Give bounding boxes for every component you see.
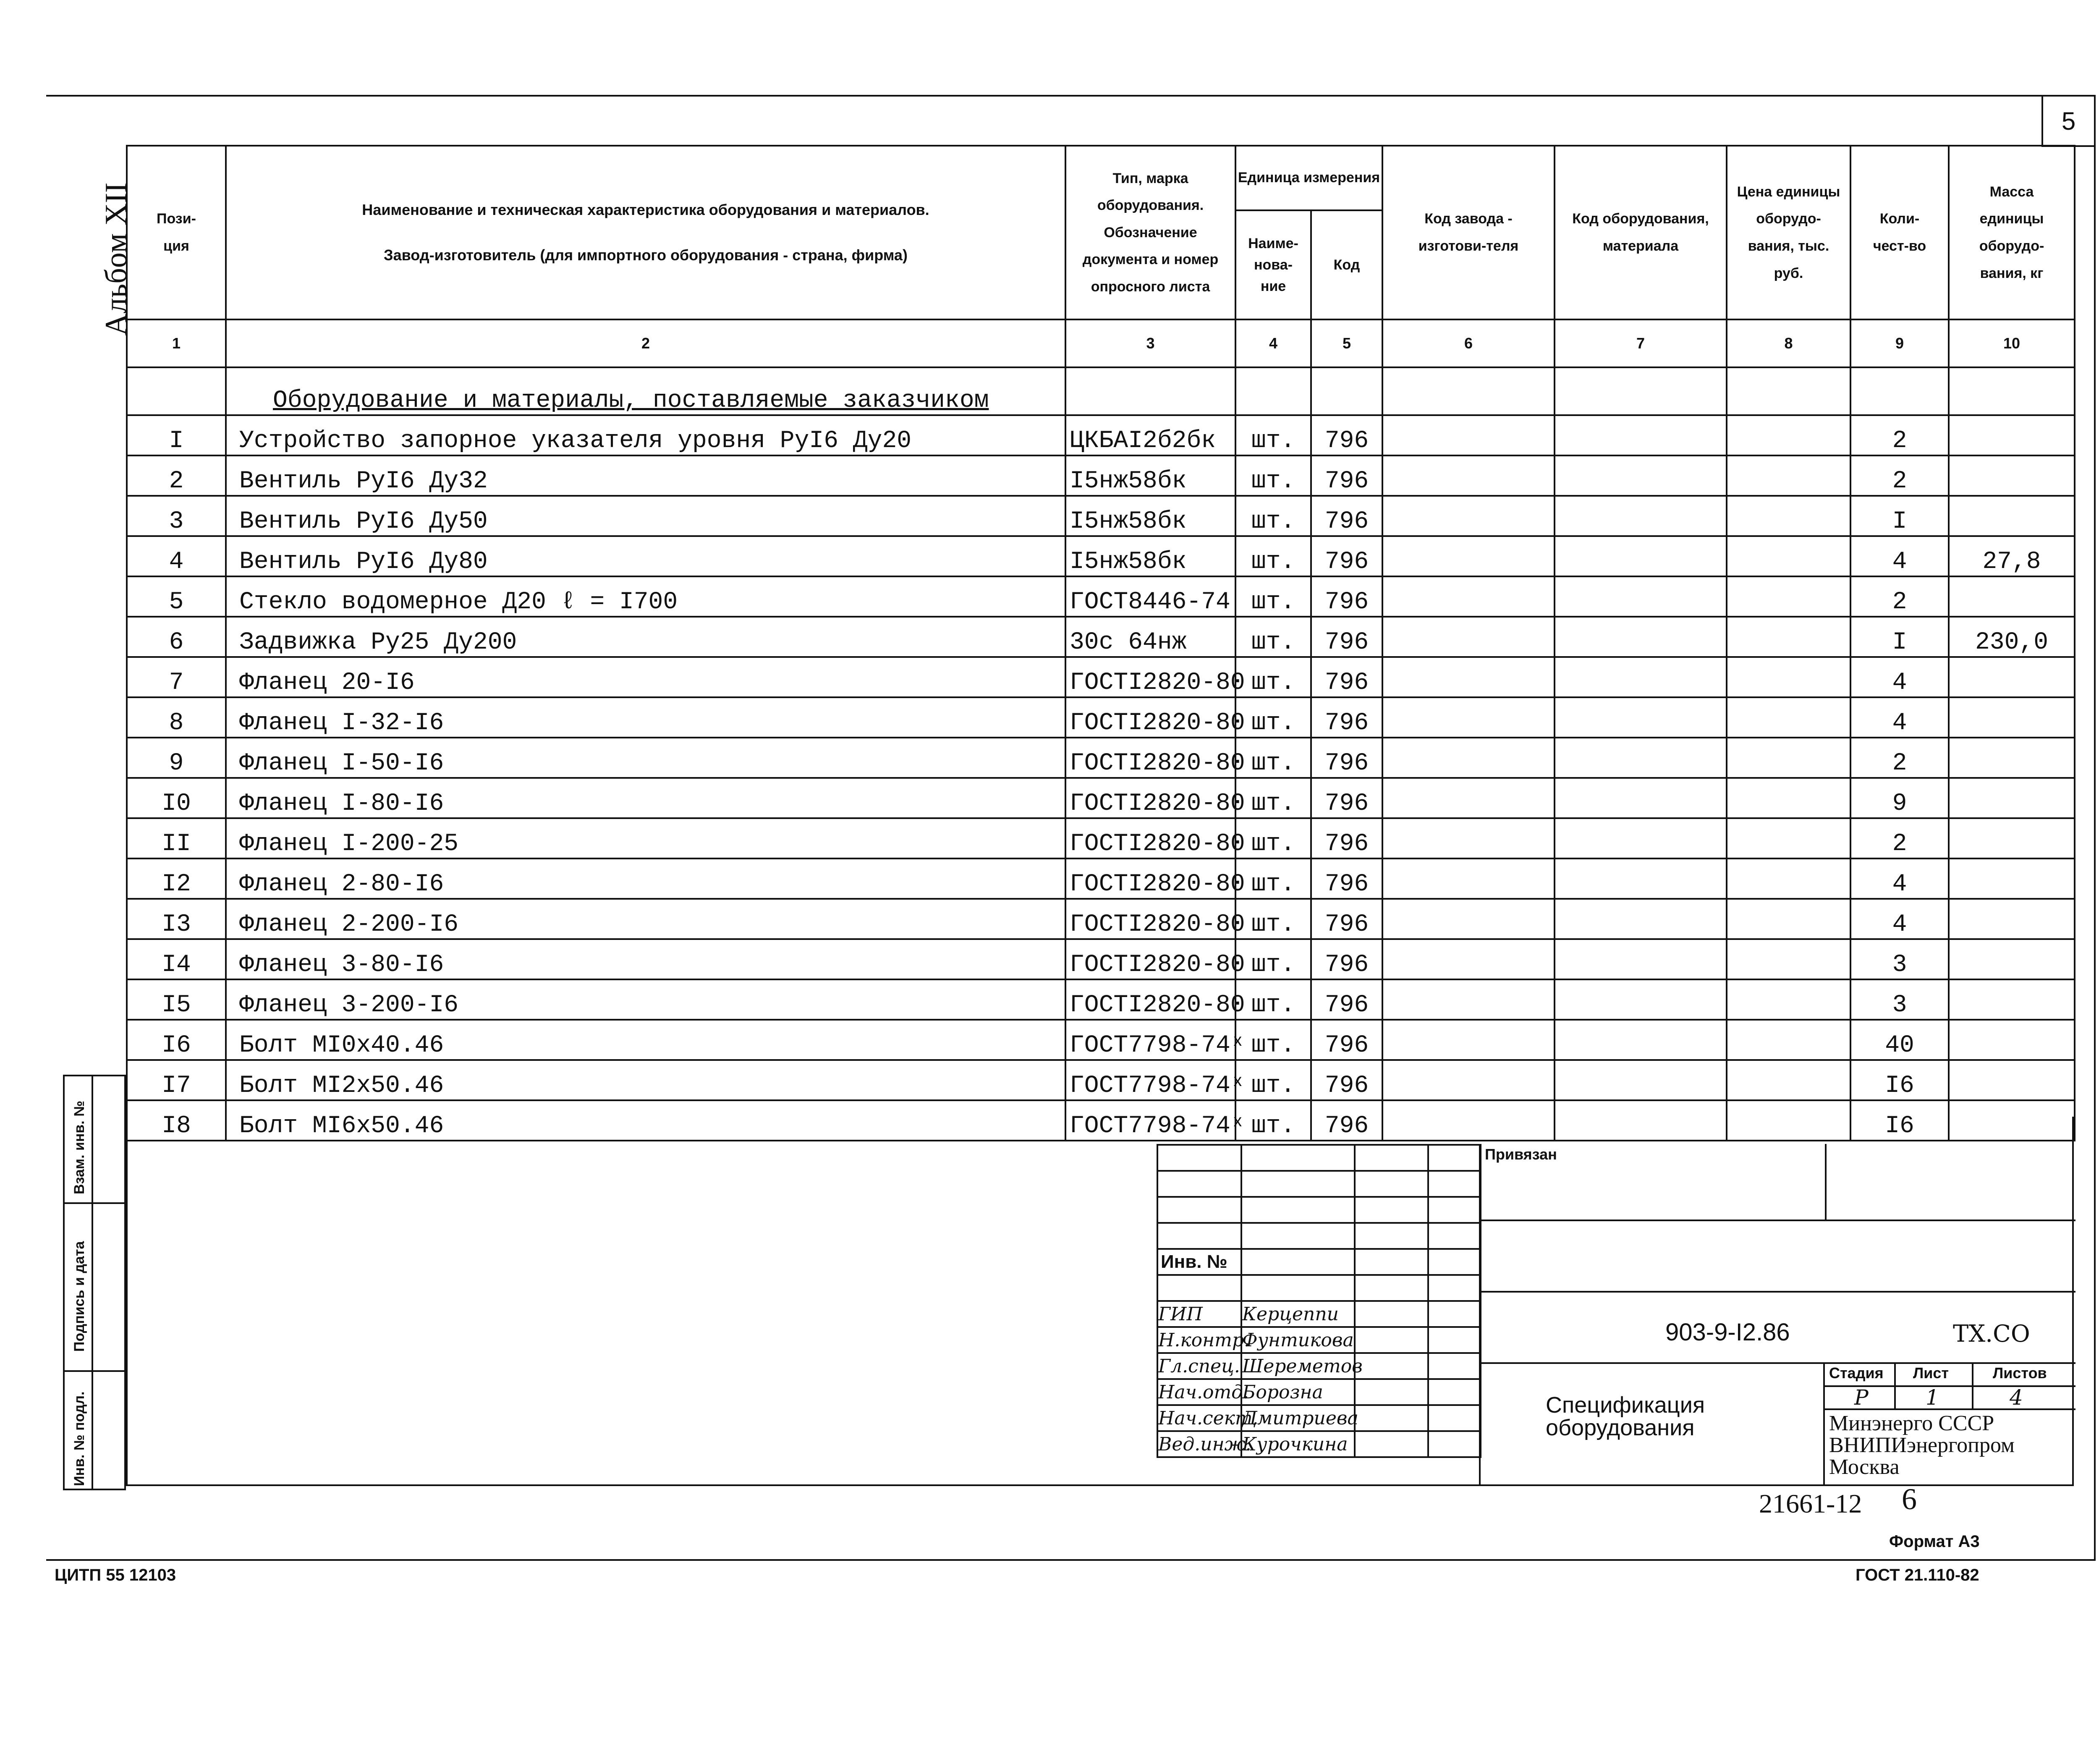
row-type: ГОСТI2820-80 bbox=[1065, 778, 1235, 818]
row-mass bbox=[1949, 1020, 2075, 1060]
row-mass: 230,0 bbox=[1949, 617, 2075, 657]
row-equipment-code bbox=[1555, 939, 1727, 979]
row-factory-code bbox=[1382, 1020, 1555, 1060]
signature-row bbox=[1157, 1301, 1481, 1327]
row-equipment-code bbox=[1555, 1100, 1727, 1141]
row-mass bbox=[1949, 1100, 2075, 1141]
row-price bbox=[1727, 496, 1850, 536]
row-factory-code bbox=[1382, 778, 1555, 818]
signature-role: Нач.сект. bbox=[1157, 1405, 1241, 1431]
row-pos: I4 bbox=[127, 939, 226, 979]
row-pos: 2 bbox=[127, 455, 226, 496]
section-title: Оборудование и материалы, поставляемые заказчиком bbox=[226, 367, 1065, 415]
signature-name: Фунтикова bbox=[1241, 1327, 1355, 1353]
spec-rows bbox=[127, 415, 2075, 1141]
row-code: 796 bbox=[1311, 1100, 1382, 1141]
row-name: Фланец 3-80-I6 bbox=[226, 939, 1065, 979]
table-row bbox=[127, 1100, 2075, 1141]
row-qty: 2 bbox=[1850, 455, 1949, 496]
header-name-line2: Завод-изготовитель (для импортного оборудования - страна, фирма) bbox=[384, 246, 908, 264]
row-qty: 2 bbox=[1850, 738, 1949, 778]
row-pos: 4 bbox=[127, 536, 226, 576]
table-row bbox=[127, 697, 2075, 738]
row-price bbox=[1727, 617, 1850, 657]
row-code: 796 bbox=[1311, 1020, 1382, 1060]
row-unit: шт. bbox=[1235, 858, 1311, 899]
row-equipment-code bbox=[1555, 818, 1727, 858]
table-row bbox=[127, 818, 2075, 858]
row-name: Фланец I-80-I6 bbox=[226, 778, 1065, 818]
row-name: Стекло водомерное Д20 ℓ = I700 bbox=[226, 576, 1065, 617]
header-unit-code: Код bbox=[1311, 210, 1382, 319]
row-type: ГОСТI2820-80 bbox=[1065, 858, 1235, 899]
row-equipment-code bbox=[1555, 657, 1727, 697]
row-type: ГОСТI2820-80 bbox=[1065, 939, 1235, 979]
row-unit: шт. bbox=[1235, 415, 1311, 455]
row-price bbox=[1727, 415, 1850, 455]
row-mass bbox=[1949, 939, 2075, 979]
row-name: Устройство запорное указателя уровня РуI6 Ду20 bbox=[226, 415, 1065, 455]
row-qty: 2 bbox=[1850, 415, 1949, 455]
row-factory-code bbox=[1382, 496, 1555, 536]
row-pos: I5 bbox=[127, 979, 226, 1020]
row-unit: шт. bbox=[1235, 576, 1311, 617]
row-equipment-code bbox=[1555, 576, 1727, 617]
header-pos: Пози- ция bbox=[127, 146, 226, 319]
row-price bbox=[1727, 1020, 1850, 1060]
signature-mark bbox=[1355, 1431, 1428, 1457]
table-row bbox=[127, 939, 2075, 979]
row-pos: 9 bbox=[127, 738, 226, 778]
row-qty: 4 bbox=[1850, 899, 1949, 939]
colnum-2: 2 bbox=[226, 319, 1065, 367]
row-price bbox=[1727, 536, 1850, 576]
footer-right: ГОСТ 21.110-82 bbox=[1856, 1566, 1979, 1584]
inv-podl-label: Инв. № подл. bbox=[71, 1391, 87, 1486]
header-name bbox=[226, 146, 1065, 319]
signature-role: Нач.отд. bbox=[1157, 1379, 1241, 1405]
colnum-7: 7 bbox=[1555, 319, 1727, 367]
row-qty: 4 bbox=[1850, 536, 1949, 576]
signature-name: Борозна bbox=[1241, 1379, 1355, 1405]
sheets-value: 4 bbox=[2010, 1385, 2023, 1410]
header-factory-code: Код завода - изготови-теля bbox=[1382, 146, 1555, 319]
row-mass bbox=[1949, 818, 2075, 858]
row-qty: 2 bbox=[1850, 576, 1949, 617]
row-code: 796 bbox=[1311, 858, 1382, 899]
row-price bbox=[1727, 979, 1850, 1020]
row-name: Вентиль РуI6 Ду50 bbox=[226, 496, 1065, 536]
row-factory-code bbox=[1382, 899, 1555, 939]
signature-row bbox=[1157, 1353, 1481, 1379]
row-code: 796 bbox=[1311, 697, 1382, 738]
signature-date bbox=[1428, 1379, 1481, 1405]
colnum-3: 3 bbox=[1065, 319, 1235, 367]
row-pos: I7 bbox=[127, 1060, 226, 1100]
colnum-5: 5 bbox=[1311, 319, 1382, 367]
row-pos: I0 bbox=[127, 778, 226, 818]
table-row bbox=[127, 657, 2075, 697]
row-name: Задвижка Ру25 Ду200 bbox=[226, 617, 1065, 657]
row-mass bbox=[1949, 979, 2075, 1020]
row-factory-code bbox=[1382, 697, 1555, 738]
row-type: ГОСТ7798-74ˣ bbox=[1065, 1020, 1235, 1060]
row-mass bbox=[1949, 778, 2075, 818]
row-price bbox=[1727, 738, 1850, 778]
sheet-bottom-border bbox=[46, 1559, 2096, 1561]
signature-row bbox=[1157, 1405, 1481, 1431]
sheet-label: Лист bbox=[1913, 1364, 1949, 1382]
row-equipment-code bbox=[1555, 858, 1727, 899]
row-type: ГОСТ7798-74ˣ bbox=[1065, 1060, 1235, 1100]
signature-role: ГИП bbox=[1157, 1301, 1241, 1327]
row-factory-code bbox=[1382, 536, 1555, 576]
row-mass bbox=[1949, 415, 2075, 455]
podpis-label: Подпись и дата bbox=[71, 1241, 87, 1352]
stage-value: Р bbox=[1854, 1385, 1869, 1410]
signature-name: Курочкина bbox=[1241, 1431, 1355, 1457]
album-label: Альбом XII bbox=[99, 182, 133, 336]
row-equipment-code bbox=[1555, 1020, 1727, 1060]
signature-role: Гл.спец. bbox=[1157, 1353, 1241, 1379]
row-name: Фланец 20-I6 bbox=[226, 657, 1065, 697]
doc-code: 903-9-I2.86 bbox=[1665, 1319, 1790, 1346]
header-mass: Масса единицы оборудо-вания, кг bbox=[1949, 146, 2075, 319]
row-name: Вентиль РуI6 Ду32 bbox=[226, 455, 1065, 496]
row-price bbox=[1727, 818, 1850, 858]
row-pos: I2 bbox=[127, 858, 226, 899]
signature-name: Керцеппи bbox=[1241, 1301, 1355, 1327]
row-type: ГОСТI2820-80 bbox=[1065, 657, 1235, 697]
archive-page: 6 bbox=[1902, 1482, 1917, 1516]
row-code: 796 bbox=[1311, 818, 1382, 858]
row-pos: I8 bbox=[127, 1100, 226, 1141]
row-unit: шт. bbox=[1235, 738, 1311, 778]
row-equipment-code bbox=[1555, 496, 1727, 536]
signature-rows bbox=[1157, 1301, 1481, 1457]
row-qty: 3 bbox=[1850, 979, 1949, 1020]
row-unit: шт. bbox=[1235, 899, 1311, 939]
sheet-right-border bbox=[2094, 95, 2096, 1560]
stage-label: Стадия bbox=[1829, 1364, 1884, 1382]
table-row bbox=[127, 1020, 2075, 1060]
row-type: ГОСТI2820-80 bbox=[1065, 818, 1235, 858]
row-price bbox=[1727, 1100, 1850, 1141]
row-equipment-code bbox=[1555, 778, 1727, 818]
table-row bbox=[127, 617, 2075, 657]
header-price: Цена единицы оборудо-вания, тыс. руб. bbox=[1727, 146, 1850, 319]
organization: Минэнерго СССР ВНИПИэнергопром Москва bbox=[1829, 1411, 2015, 1479]
row-code: 796 bbox=[1311, 657, 1382, 697]
row-mass bbox=[1949, 899, 2075, 939]
row-factory-code bbox=[1382, 858, 1555, 899]
row-unit: шт. bbox=[1235, 1100, 1311, 1141]
row-factory-code bbox=[1382, 979, 1555, 1020]
row-name: Болт МI2х50.46 bbox=[226, 1060, 1065, 1100]
signature-date bbox=[1428, 1431, 1481, 1457]
footer-left: ЦИТП 55 12103 bbox=[55, 1566, 176, 1584]
row-factory-code bbox=[1382, 657, 1555, 697]
specification-table bbox=[126, 145, 2075, 1141]
signature-grid bbox=[1157, 1144, 1481, 1458]
colnum-1: 1 bbox=[127, 319, 226, 367]
row-qty: 3 bbox=[1850, 939, 1949, 979]
row-equipment-code bbox=[1555, 415, 1727, 455]
format-label: Формат А3 bbox=[1889, 1532, 1980, 1551]
row-type: ГОСТ8446-74 bbox=[1065, 576, 1235, 617]
signature-mark bbox=[1355, 1327, 1428, 1353]
table-row bbox=[127, 415, 2075, 455]
table-row bbox=[127, 858, 2075, 899]
signature-date bbox=[1428, 1405, 1481, 1431]
row-type: I5нж58бк bbox=[1065, 455, 1235, 496]
row-unit: шт. bbox=[1235, 778, 1311, 818]
row-factory-code bbox=[1382, 455, 1555, 496]
table-row bbox=[127, 778, 2075, 818]
row-name: Фланец I-200-25 bbox=[226, 818, 1065, 858]
row-code: 796 bbox=[1311, 778, 1382, 818]
inv-no-label: Инв. № bbox=[1157, 1249, 1241, 1275]
signature-row bbox=[1157, 1431, 1481, 1457]
archive-number: 21661-12 bbox=[1759, 1489, 1862, 1518]
row-code: 796 bbox=[1311, 496, 1382, 536]
row-unit: шт. bbox=[1235, 1060, 1311, 1100]
row-unit: шт. bbox=[1235, 979, 1311, 1020]
signature-date bbox=[1428, 1327, 1481, 1353]
row-unit: шт. bbox=[1235, 1020, 1311, 1060]
row-factory-code bbox=[1382, 415, 1555, 455]
colnum-9: 9 bbox=[1850, 319, 1949, 367]
row-equipment-code bbox=[1555, 738, 1727, 778]
title-block-frame bbox=[1479, 1144, 2074, 1486]
row-code: 796 bbox=[1311, 536, 1382, 576]
signature-name: Шереметов bbox=[1241, 1353, 1355, 1379]
row-code: 796 bbox=[1311, 738, 1382, 778]
row-type: ГОСТI2820-80 bbox=[1065, 979, 1235, 1020]
row-mass bbox=[1949, 455, 2075, 496]
header-qty: Коли-чест-во bbox=[1850, 146, 1949, 319]
row-pos: 7 bbox=[127, 657, 226, 697]
doc-suffix: ТХ.СО bbox=[1953, 1320, 2030, 1348]
row-qty: I bbox=[1850, 617, 1949, 657]
row-code: 796 bbox=[1311, 1060, 1382, 1100]
row-price bbox=[1727, 455, 1850, 496]
row-name: Фланец 3-200-I6 bbox=[226, 979, 1065, 1020]
sheets-label: Листов bbox=[1993, 1364, 2047, 1382]
header-name-line1: Наименование и техническая характеристика оборудования и материалов. bbox=[362, 201, 929, 218]
row-pos: I6 bbox=[127, 1020, 226, 1060]
row-code: 796 bbox=[1311, 617, 1382, 657]
table-row bbox=[127, 738, 2075, 778]
row-qty: 9 bbox=[1850, 778, 1949, 818]
row-price bbox=[1727, 657, 1850, 697]
doc-title: Спецификация оборудования bbox=[1546, 1392, 1705, 1440]
header-row bbox=[127, 146, 2075, 210]
page-number: 5 bbox=[2041, 97, 2094, 147]
row-pos: 5 bbox=[127, 576, 226, 617]
row-code: 796 bbox=[1311, 899, 1382, 939]
row-mass bbox=[1949, 738, 2075, 778]
row-factory-code bbox=[1382, 1100, 1555, 1141]
table-row bbox=[127, 979, 2075, 1020]
row-price bbox=[1727, 858, 1850, 899]
row-equipment-code bbox=[1555, 536, 1727, 576]
row-name: Вентиль РуI6 Ду80 bbox=[226, 536, 1065, 576]
row-qty: 4 bbox=[1850, 858, 1949, 899]
table-row bbox=[127, 576, 2075, 617]
row-unit: шт. bbox=[1235, 536, 1311, 576]
signature-mark bbox=[1355, 1379, 1428, 1405]
row-unit: шт. bbox=[1235, 697, 1311, 738]
signature-mark bbox=[1355, 1301, 1428, 1327]
row-factory-code bbox=[1382, 738, 1555, 778]
row-code: 796 bbox=[1311, 979, 1382, 1020]
row-qty: I6 bbox=[1850, 1060, 1949, 1100]
row-price bbox=[1727, 778, 1850, 818]
row-pos: II bbox=[127, 818, 226, 858]
row-unit: шт. bbox=[1235, 939, 1311, 979]
header-type: Тип, марка оборудования. Обозначение документа и номер опросного листа bbox=[1065, 146, 1235, 319]
signature-name: Дмитриева bbox=[1241, 1405, 1355, 1431]
row-type: I5нж58бк bbox=[1065, 536, 1235, 576]
row-equipment-code bbox=[1555, 899, 1727, 939]
column-number-row bbox=[127, 319, 2075, 367]
row-name: Фланец I-32-I6 bbox=[226, 697, 1065, 738]
signature-row bbox=[1157, 1327, 1481, 1353]
colnum-6: 6 bbox=[1382, 319, 1555, 367]
row-code: 796 bbox=[1311, 415, 1382, 455]
row-name: Фланец I-50-I6 bbox=[226, 738, 1065, 778]
row-factory-code bbox=[1382, 576, 1555, 617]
row-name: Фланец 2-200-I6 bbox=[226, 899, 1065, 939]
row-name: Фланец 2-80-I6 bbox=[226, 858, 1065, 899]
row-price bbox=[1727, 697, 1850, 738]
row-name: Болт МI0х40.46 bbox=[226, 1020, 1065, 1060]
row-type: 30с 64нж bbox=[1065, 617, 1235, 657]
row-factory-code bbox=[1382, 1060, 1555, 1100]
row-pos: 8 bbox=[127, 697, 226, 738]
row-price bbox=[1727, 939, 1850, 979]
row-type: ГОСТI2820-80 bbox=[1065, 738, 1235, 778]
signature-date bbox=[1428, 1353, 1481, 1379]
row-factory-code bbox=[1382, 818, 1555, 858]
colnum-4: 4 bbox=[1235, 319, 1311, 367]
signature-row bbox=[1157, 1379, 1481, 1405]
row-type: I5нж58бк bbox=[1065, 496, 1235, 536]
table-row bbox=[127, 536, 2075, 576]
signature-role: Н.контр. bbox=[1157, 1327, 1241, 1353]
table-row bbox=[127, 1060, 2075, 1100]
sheet-value: 1 bbox=[1926, 1385, 1939, 1410]
row-type: ЦКБАI2б2бк bbox=[1065, 415, 1235, 455]
vzam-label: Взам. инв. № bbox=[71, 1100, 87, 1194]
row-factory-code bbox=[1382, 617, 1555, 657]
section-row bbox=[127, 367, 2075, 415]
colnum-8: 8 bbox=[1727, 319, 1850, 367]
header-equipment-code: Код оборудования, материала bbox=[1555, 146, 1727, 319]
table-row bbox=[127, 899, 2075, 939]
row-equipment-code bbox=[1555, 1060, 1727, 1100]
row-equipment-code bbox=[1555, 697, 1727, 738]
row-price bbox=[1727, 899, 1850, 939]
row-unit: шт. bbox=[1235, 496, 1311, 536]
row-mass: 27,8 bbox=[1949, 536, 2075, 576]
row-unit: шт. bbox=[1235, 818, 1311, 858]
row-unit: шт. bbox=[1235, 657, 1311, 697]
row-mass bbox=[1949, 858, 2075, 899]
row-code: 796 bbox=[1311, 576, 1382, 617]
signature-mark bbox=[1355, 1405, 1428, 1431]
row-pos: 6 bbox=[127, 617, 226, 657]
row-qty: I6 bbox=[1850, 1100, 1949, 1141]
row-qty: 2 bbox=[1850, 818, 1949, 858]
row-type: ГОСТ7798-74ˣ bbox=[1065, 1100, 1235, 1141]
row-pos: I3 bbox=[127, 899, 226, 939]
row-mass bbox=[1949, 1060, 2075, 1100]
row-qty: 40 bbox=[1850, 1020, 1949, 1060]
row-qty: 4 bbox=[1850, 657, 1949, 697]
row-unit: шт. bbox=[1235, 455, 1311, 496]
row-code: 796 bbox=[1311, 455, 1382, 496]
row-mass bbox=[1949, 657, 2075, 697]
row-type: ГОСТI2820-80 bbox=[1065, 697, 1235, 738]
row-price bbox=[1727, 576, 1850, 617]
row-unit: шт. bbox=[1235, 617, 1311, 657]
row-mass bbox=[1949, 697, 2075, 738]
row-price bbox=[1727, 1060, 1850, 1100]
row-type: ГОСТI2820-80 bbox=[1065, 899, 1235, 939]
row-qty: 4 bbox=[1850, 697, 1949, 738]
header-unit-name: Наиме-нова-ние bbox=[1235, 210, 1311, 319]
signature-role: Вед.инж. bbox=[1157, 1431, 1241, 1457]
row-factory-code bbox=[1382, 939, 1555, 979]
row-name: Болт МI6х50.46 bbox=[226, 1100, 1065, 1141]
row-pos: 3 bbox=[127, 496, 226, 536]
row-equipment-code bbox=[1555, 455, 1727, 496]
row-mass bbox=[1949, 496, 2075, 536]
colnum-10: 10 bbox=[1949, 319, 2075, 367]
table-row bbox=[127, 455, 2075, 496]
signature-date bbox=[1428, 1301, 1481, 1327]
row-pos: I bbox=[127, 415, 226, 455]
row-mass bbox=[1949, 576, 2075, 617]
header-unit: Единица измерения bbox=[1235, 146, 1382, 210]
sheet-top-border bbox=[46, 95, 2095, 97]
privyazan-label: Привязан bbox=[1485, 1146, 1557, 1163]
row-qty: I bbox=[1850, 496, 1949, 536]
table-row bbox=[127, 496, 2075, 536]
row-equipment-code bbox=[1555, 617, 1727, 657]
row-code: 796 bbox=[1311, 939, 1382, 979]
row-equipment-code bbox=[1555, 979, 1727, 1020]
signature-mark bbox=[1355, 1353, 1428, 1379]
